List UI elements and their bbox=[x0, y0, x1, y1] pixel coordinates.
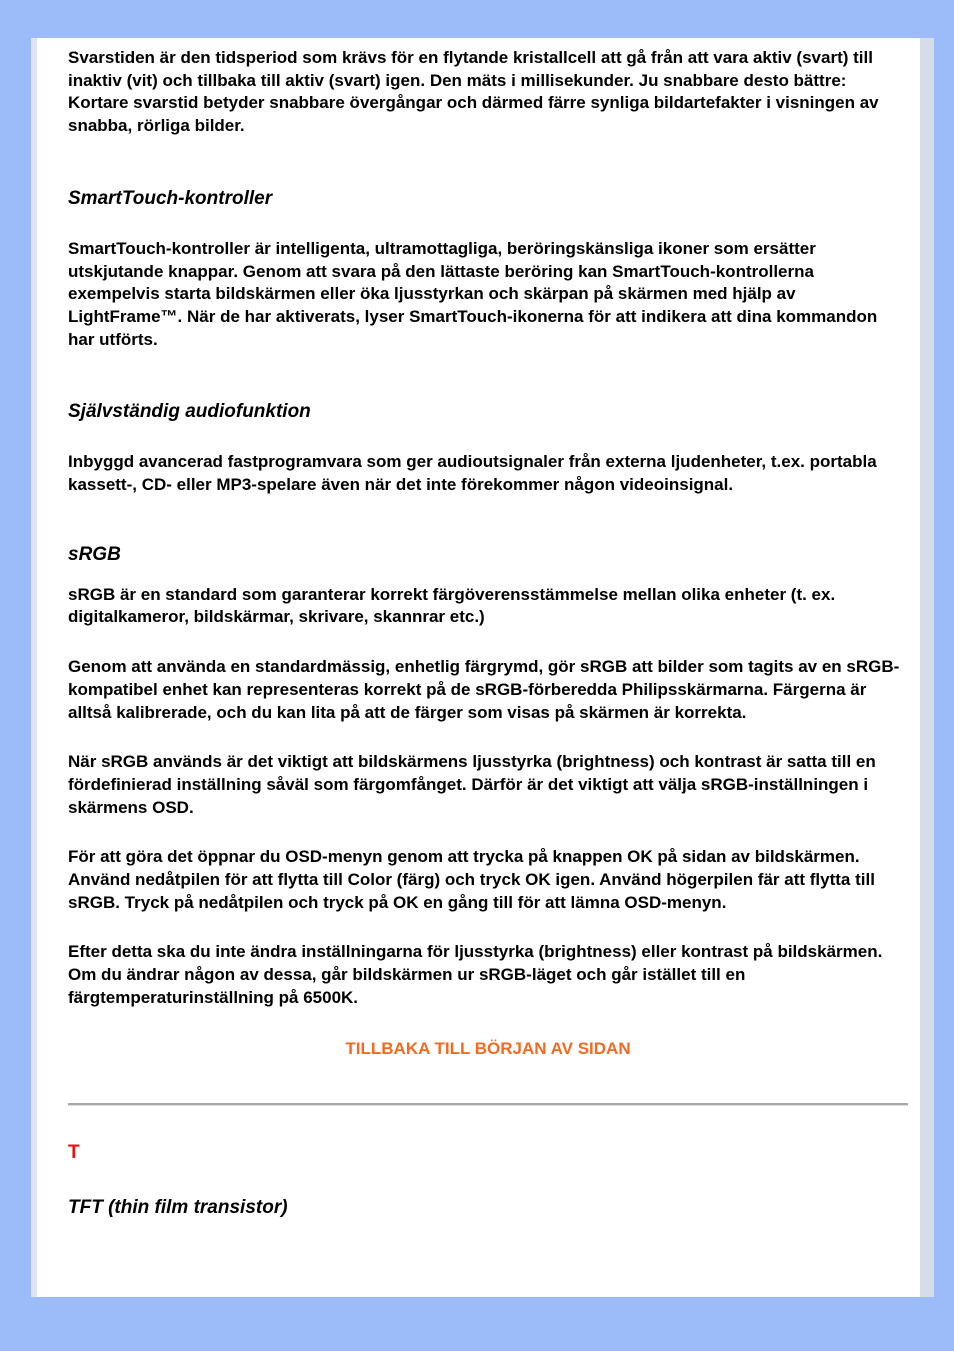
tft-heading: TFT (thin film transistor) bbox=[68, 1196, 288, 1218]
srgb-paragraph: För att göra det öppnar du OSD-menyn genom att trycka på knappen OK på sidan av bildskärmen. Använd nedåtpilen för att flytta till Color (färg) och tryck OK igen. Använd högerpilen fär att flytta till sRGB. Tryck på nedåtpilen och tryck på OK en gång till för att lämna OSD-menyn. bbox=[68, 847, 875, 912]
smarttouch-heading: SmartTouch-kontroller bbox=[68, 187, 273, 209]
audio-heading: Självständig audiofunktion bbox=[68, 401, 311, 423]
section-divider bbox=[68, 1103, 908, 1105]
srgb-heading: sRGB bbox=[68, 543, 121, 565]
smarttouch-paragraph: SmartTouch-kontroller är intelligenta, ultramottagliga, beröringskänsliga ikoner som ersätter utskjutande knappar. Genom att svara på den lättaste beröring kan SmartTouch-kontrollerna exempelvis starta bildskärmen eller öka ljusstyrkan och skärpan på skärmen med hjälp av LightFrame™. När de har aktiverats, lyser SmartTouch-ikonerna för att indikera att dina kommandon har utförts. bbox=[68, 238, 878, 349]
audio-paragraph: Inbyggd avancerad fastprogramvara som ger audioutsignaler från externa ljudenheter, t.ex. portabla kassett-, CD- eller MP3-spelare även när det inte förekommer någon videoinsignal. bbox=[68, 452, 877, 495]
srgb-paragraph: När sRGB används är det viktigt att bildskärmens ljusstyrka (brightness) och kontrast är satta till en fördefinierad inställning såväl som färgomfånget. Därför är det viktigt att välja sRGB-inställningen i skärmens OSD. bbox=[68, 752, 876, 817]
srgb-paragraph: sRGB är en standard som garanterar korrekt färgöverensstämmelse mellan olika enheter (t. ex. digitalkameror, bildskärmar, skrivare, skannrar etc.) bbox=[68, 584, 836, 627]
intro-paragraph: Svarstiden är den tidsperiod som krävs för en flytande kristallcell att gå från att vara aktiv (svart) till inaktiv (vit) och tillbaka till aktiv (svart) igen. Den mäts i millisekunder. Ju snabbare desto bättre: Kortare svarstid betyder snabbare övergångar och därmed färre synliga bildartefakter i visningen av snabba, rörliga bilder. bbox=[68, 48, 879, 136]
glossary-content bbox=[68, 47, 908, 1220]
scroll-gutter bbox=[920, 38, 934, 1297]
srgb-paragraph: Genom att använda en standardmässig, enhetlig färgrymd, gör sRGB att bilder som tagits av en sRGB-kompatibel enhet kan representeras korrekt på de sRGB-förberedda Philipsskärmarna. Färgerna är alltså kalibrerade, och du kan lita på att de färger som visas på skärmen är korrekta. bbox=[68, 657, 900, 722]
letter-index-t: T bbox=[68, 1141, 80, 1163]
srgb-paragraph: Efter detta ska du inte ändra inställningarna för ljusstyrka (brightness) eller kontrast på bildskärmen. Om du ändrar någon av dessa, går bildskärmen ur sRGB-läget och går istället till en färgtemperaturinställning på 6500K. bbox=[68, 942, 883, 1007]
back-to-top-link[interactable]: TILLBAKA TILL BÖRJAN AV SIDAN bbox=[345, 1038, 631, 1058]
